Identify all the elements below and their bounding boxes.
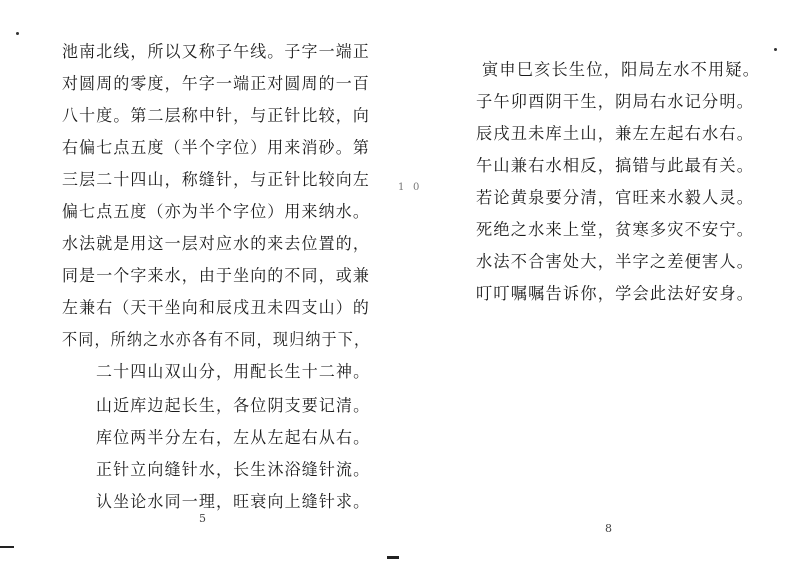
verse-line: 库位两半分左右，左从左起右从右。	[96, 428, 371, 447]
text-line: 左兼右（天干坐向和辰戌丑未四支山）的	[62, 298, 370, 317]
verse-line: 寅申巳亥长生位，阳局左水不用疑。	[482, 60, 761, 79]
right-page	[396, 0, 793, 565]
verse-line: 认坐论水同一理，旺衰向上缝针求。	[96, 492, 371, 511]
text-line: 对圆周的零度，午字一端正对圆周的一百	[62, 74, 370, 93]
verse-line: 山近库边起长生，各位阴支要记清。	[96, 396, 371, 415]
verse-line: 二十四山双山分，用配长生十二神。	[96, 362, 371, 381]
gutter-mark: 0	[413, 182, 420, 193]
left-page	[0, 0, 396, 565]
text-line: 不同，所纳之水亦各有不同，现归纳于下，	[62, 330, 371, 349]
verse-line: 水法不合害处大，半字之差便害人。	[476, 252, 755, 271]
verse-line: 辰戌丑未库土山，兼左左起右水右。	[476, 124, 755, 143]
scan-edge-mark	[0, 546, 14, 548]
text-line: 水法就是用这一层对应水的来去位置的，	[62, 234, 370, 253]
verse-line: 子午卯酉阴干生，阴局右水记分明。	[476, 92, 755, 111]
page-number: 5	[199, 512, 206, 525]
verse-line: 死绝之水来上堂，贫寒多灾不安宁。	[476, 220, 755, 239]
scan-speck	[16, 32, 19, 35]
text-line: 池南北线，所以又称子午线。子字一端正	[62, 42, 370, 61]
text-line: 三层二十四山，称缝针，与正针比较向左	[62, 170, 370, 189]
scan-edge-mark	[387, 556, 399, 559]
scan-speck	[774, 48, 777, 51]
text-line: 偏七点五度（亦为半个字位）用来纳水。	[62, 202, 370, 221]
page-number: 8	[605, 522, 612, 535]
gutter-mark: 1	[398, 182, 405, 193]
verse-line: 叮叮嘱嘱告诉你，学会此法好安身。	[476, 284, 755, 303]
text-line: 八十度。第二层称中针，与正针比较，向	[62, 106, 370, 125]
verse-line: 若论黄泉要分清，官旺来水毅人灵。	[476, 188, 755, 207]
text-line: 同是一个字来水，由于坐向的不同，或兼	[62, 266, 370, 285]
verse-line: 午山兼右水相反，搞错与此最有关。	[476, 156, 755, 175]
verse-line: 正针立向缝针水，长生沐浴缝针流。	[96, 460, 371, 479]
text-line: 右偏七点五度（半个字位）用来消砂。第	[62, 138, 370, 157]
